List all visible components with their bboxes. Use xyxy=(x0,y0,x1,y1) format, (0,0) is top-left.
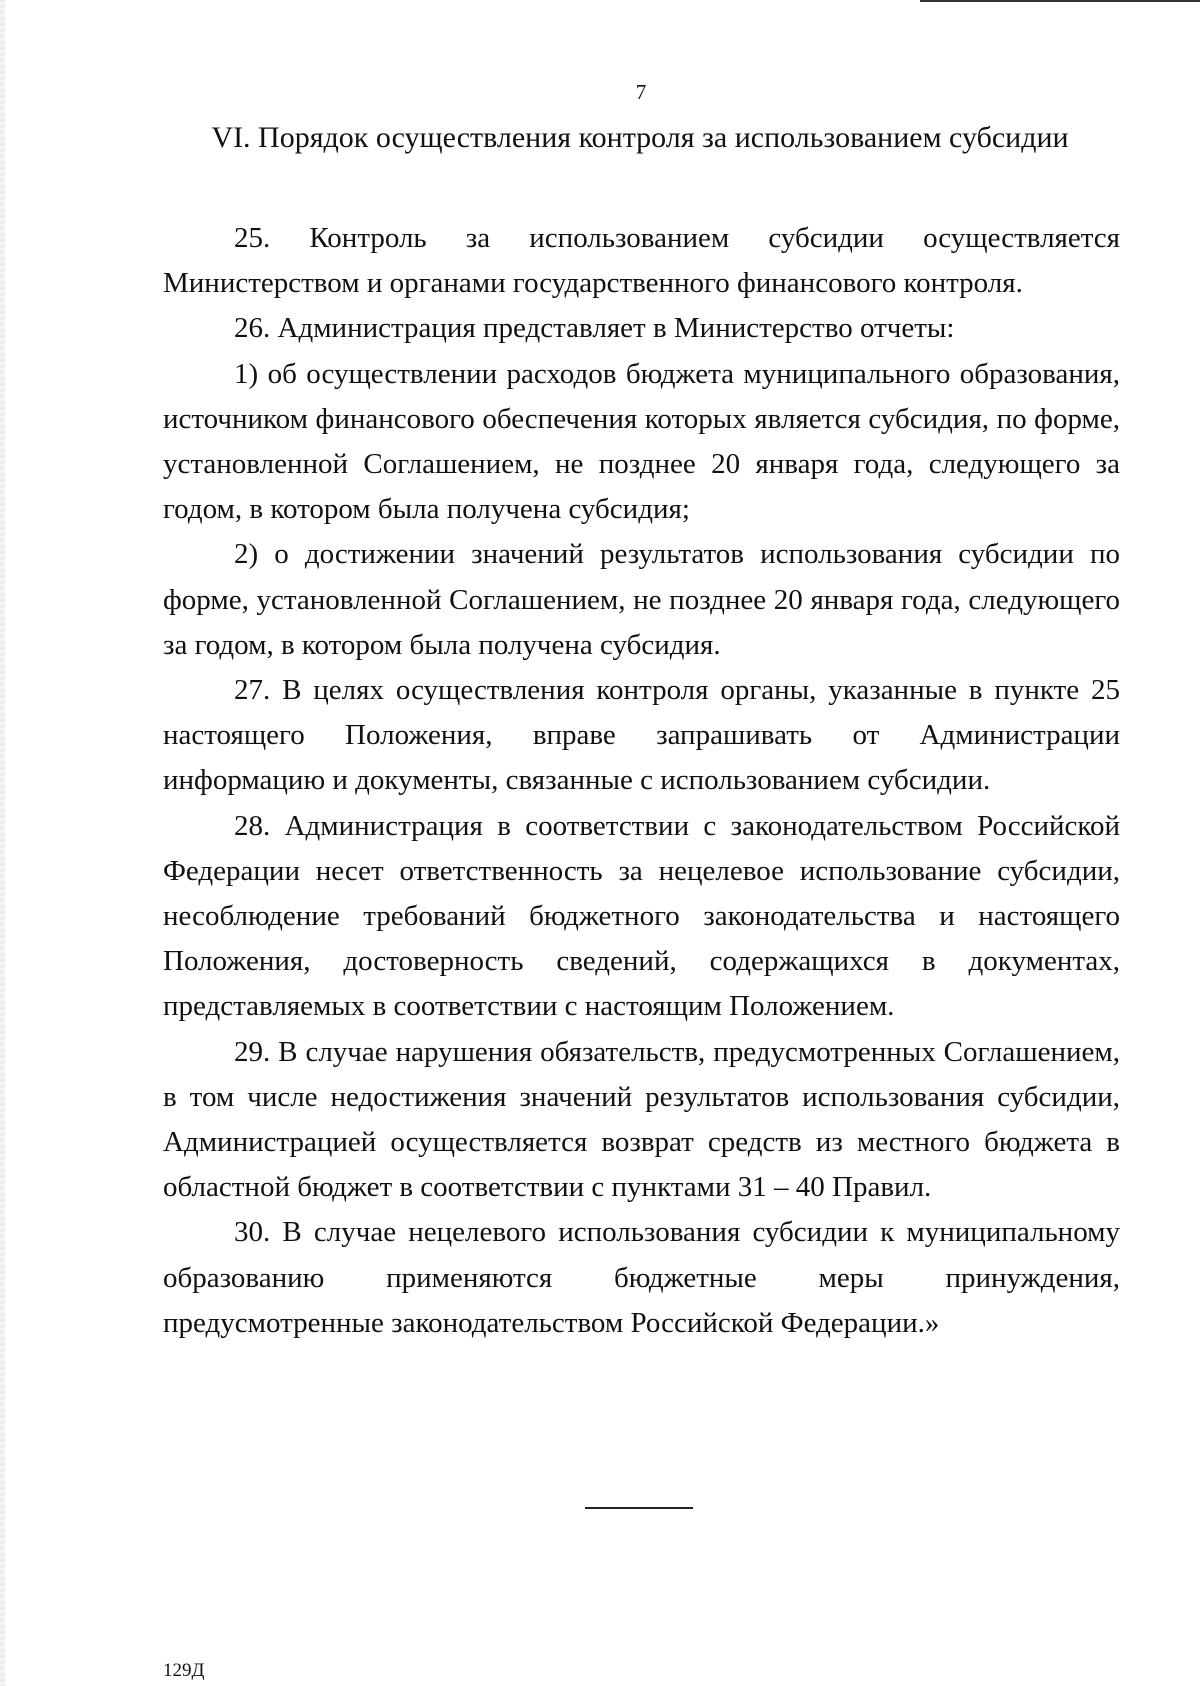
end-divider xyxy=(585,1507,693,1509)
paragraph-26: 26. Администрация представляет в Министерство отчеты: xyxy=(234,312,955,345)
page-number: 7 xyxy=(635,80,647,104)
paragraph-27: 27. В целях осуществления контроля органы, указанные в пункте 25 настоящего Положения, вправе запрашивать от Администрации информацию и документы, связанные с использованием субсидии. xyxy=(163,674,1120,797)
paragraph-28: 28. Администрация в соответствии с законодательством Российской Федерации несет ответственность за нецелевое использование субсидии, несоблюдение требований бюджетного законодательства и настоящего Положения, достоверность сведений, содержащихся в документах, представляемых в соответствии с настоящим Положением. xyxy=(163,809,1120,1023)
paragraph-26-item-2: 2) о достижении значений результатов использования субсидии по форме, установленной Соглашением, не позднее 20 января года, следующего за годом, в котором была получена субсидия. xyxy=(163,538,1120,661)
paragraph-29: 29. В случае нарушения обязательств, предусмотренных Соглашением, в том числе недостижения значений результатов использования субсидии, Администрацией осуществляется возврат средств из местного бюджета в областной бюджет в соответствии с пунктами 31 – 40 Правил. xyxy=(163,1035,1120,1204)
section-title: VI. Порядок осуществления контроля за использованием субсидии xyxy=(211,121,1069,154)
scan-edge xyxy=(0,0,5,1686)
document-body xyxy=(163,216,1120,1346)
document-code: 129Д xyxy=(163,1660,205,1681)
top-rule xyxy=(920,0,1200,2)
paragraph-25: 25. Контроль за использованием субсидии осуществляется Министерством и органами государственного финансового контроля. xyxy=(163,222,1120,300)
paragraph-30: 30. В случае нецелевого использования субсидии к муниципальному образованию применяются бюджетные меры принуждения, предусмотренные законодательством Российской Федерации.» xyxy=(163,1216,1120,1339)
paragraph-26-item-1: 1) об осуществлении расходов бюджета муниципального образования, источником финансового обеспечения которых является субсидия, по форме, установленной Соглашением, не позднее 20 января года, следующего за годом, в котором была получена субсидия; xyxy=(163,357,1120,526)
